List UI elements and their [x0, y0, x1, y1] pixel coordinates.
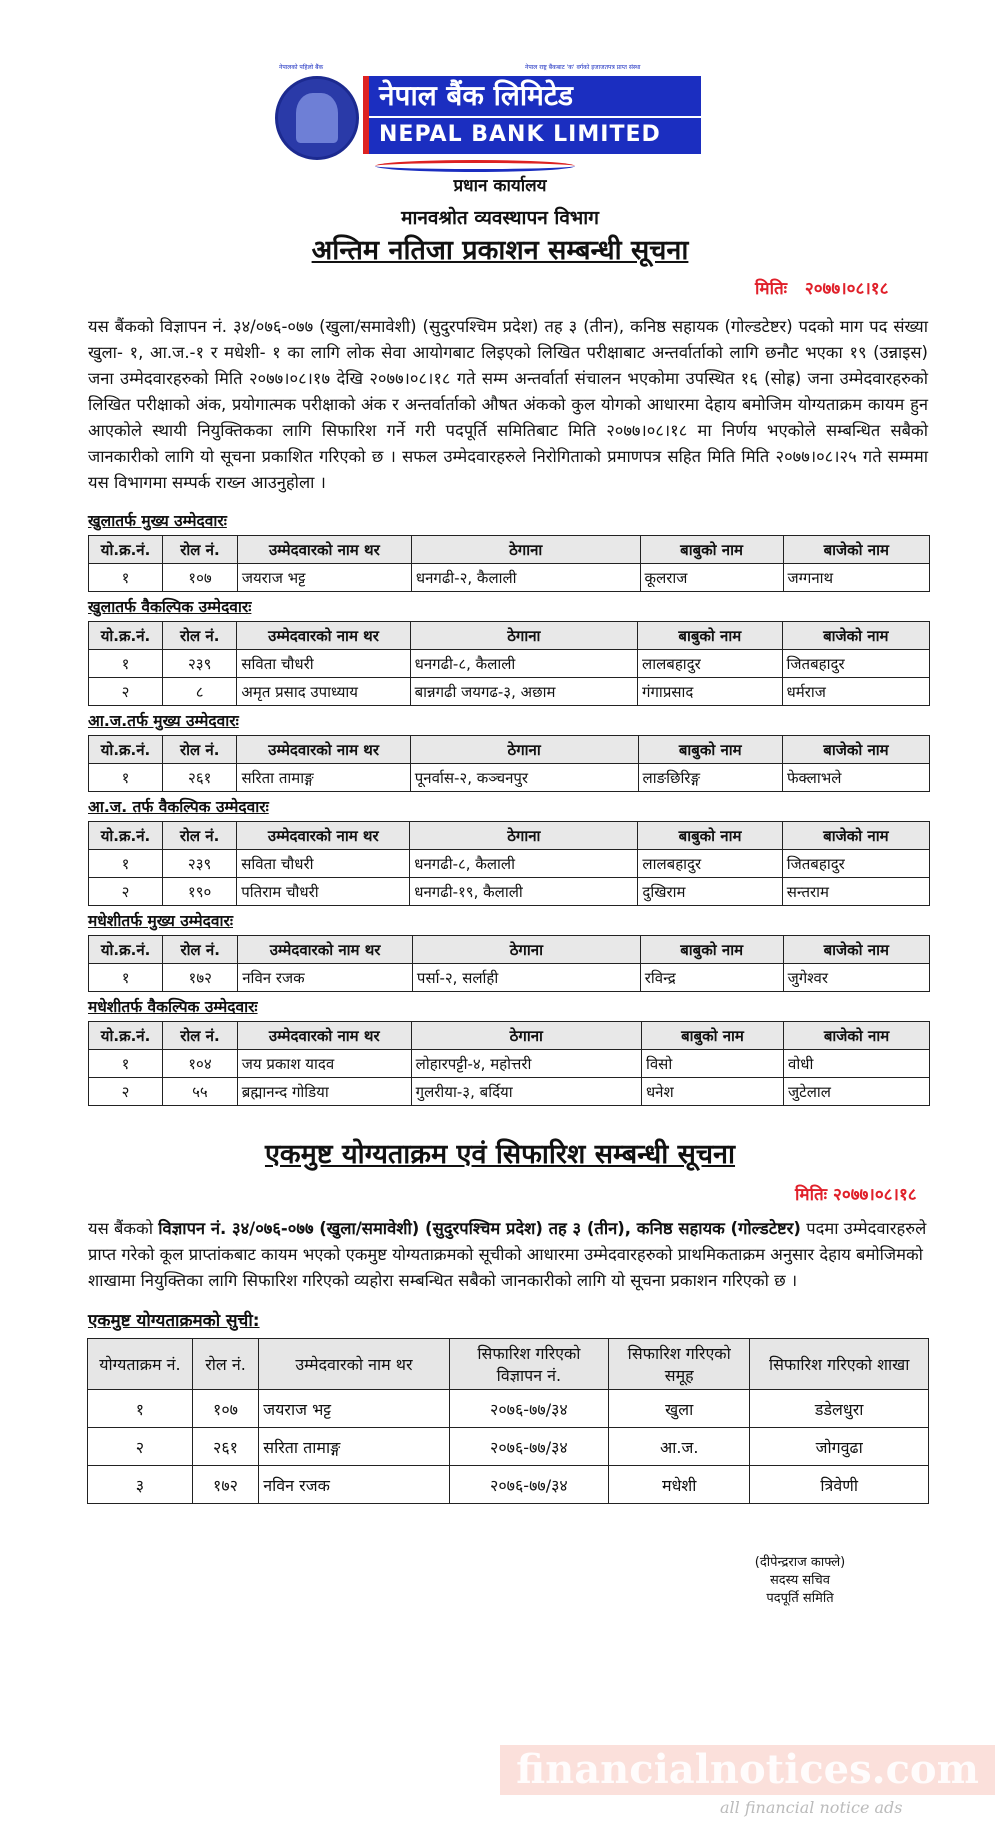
- table-cell: १: [89, 650, 163, 678]
- column-header: उम्मेदवारको नाम थर: [238, 936, 413, 964]
- table-row: [88, 1390, 929, 1428]
- table-cell: १०७: [163, 564, 238, 592]
- column-header: ठेगाना: [411, 536, 640, 564]
- table-cell: १०४: [163, 1050, 238, 1078]
- candidates-table: [88, 821, 930, 906]
- table-cell: जितबहादुर: [782, 650, 929, 678]
- section-heading: मधेशीतर्फ वैकल्पिक उम्मेदवारः: [88, 998, 258, 1016]
- column-header: बाजेको नाम: [782, 736, 929, 764]
- notice-date: मितिः २०७७।०८।१८: [755, 279, 889, 299]
- merit-paragraph: [88, 1216, 928, 1294]
- table-cell: जोगवुढा: [750, 1428, 929, 1466]
- table-header-row: [89, 536, 930, 564]
- table-cell: २०७६-७७/३४: [449, 1466, 608, 1504]
- column-header: बाजेको नाम: [783, 936, 929, 964]
- table-cell: सविता चौधरी: [237, 850, 410, 878]
- table-cell: ब्रह्मानन्द गोडिया: [237, 1078, 411, 1106]
- table-cell: १: [88, 1390, 193, 1428]
- table-cell: जितबहादुर: [782, 850, 929, 878]
- column-header: यो.क्र.नं.: [89, 936, 163, 964]
- column-header: रोल नं.: [163, 536, 238, 564]
- column-header: यो.क्र.नं.: [89, 1022, 163, 1050]
- logo-banner: [363, 76, 701, 154]
- table-cell: सरिता तामाङ्ग: [259, 1428, 449, 1466]
- column-header: बाबुको नाम: [638, 822, 782, 850]
- candidates-table: [88, 735, 930, 792]
- column-header: ठेगाना: [412, 936, 640, 964]
- column-header: रोल नं.: [163, 736, 237, 764]
- column-header: योग्यताक्रम नं.: [88, 1339, 193, 1390]
- section-heading: आ.ज. तर्फ वैकल्पिक उम्मेदवारः: [88, 798, 269, 816]
- table-cell: जयराज भट्ट: [237, 564, 411, 592]
- para-bold: विज्ञापन नं. ३४/०७६-०७७ (खुला/समावेशी) (सुदुरपश्चिम प्रदेश) तह ३ (तीन), कनिष्ठ सहायक (गोल्डटेष्टर): [158, 1219, 801, 1238]
- column-header: यो.क्र.नं.: [89, 536, 163, 564]
- table-row: [89, 564, 930, 592]
- column-header: बाजेको नाम: [784, 1022, 930, 1050]
- table-cell: १: [89, 764, 163, 792]
- table-cell: लालबहादुर: [638, 850, 782, 878]
- candidates-table: [88, 621, 930, 706]
- column-header: सिफारिश गरिएको शाखा: [750, 1339, 929, 1390]
- table-row: [89, 1078, 930, 1106]
- results-sections: [88, 510, 930, 1106]
- table-cell: २३९: [162, 650, 236, 678]
- column-header: बाबुको नाम: [640, 936, 783, 964]
- table-cell: ८: [162, 678, 236, 706]
- table-row: [89, 1050, 930, 1078]
- table-cell: २: [89, 1078, 163, 1106]
- intro-paragraph: यस बैंकको विज्ञापन नं. ३४/०७६-०७७ (खुला/समावेशी) (सुदुरपश्चिम प्रदेश) तह ३ (तीन), कनिष्ठ सहायक (गोल्डटेष्टर) पदको माग पद संख्या खुला- १, आ.ज.-१ र मधेशी- १ का लागि लोक सेवा आयोगबाट लिइएको लिखित परीक्षाबाट अन्तर्वार्ताको लागि छनौट भएका १९ (उन्नाइस) जना उम्मेदवारहरुको मिति २०७७।०८।१७ देखि २०७७।०८।१८ गते सम्म अन्तर्वार्ता संचालन भएकोमा उपस्थित १६ (सोह्र) जना उम्मेदवारहरुको लिखित परीक्षाको अंक, प्रयोगात्मक परीक्षाको अंक र अन्तर्वार्ताको औषत अंकको कुल योगको आधारमा देहाय बमोजिम योग्यताक्रम कायम हुन आएकोले स्थायी नियुक्तिकका लागि सिफारिश गर्ने गरी पदपूर्ति समितिबाट मिति २०७७।०८।१८ मा निर्णय भएकोले सम्बन्धित सबैको जानकारीको लागि यो सूचना प्रकाशित गरिएको छ । सफल उम्मेदवारहरुले निरोगिताको प्रमाणपत्र सहित मिति मिति २०७७।०८।२५ गते सम्ममा यस विभागमा सम्पर्क राख्न आउनुहोला ।: [88, 317, 928, 492]
- table-cell: २: [88, 1428, 193, 1466]
- column-header: उम्मेदवारको नाम थर: [237, 822, 410, 850]
- merit-list-table: [87, 1338, 929, 1504]
- table-row: [89, 850, 930, 878]
- column-header: बाबुको नाम: [638, 622, 782, 650]
- table-cell: धनगढी-८, कैलाली: [410, 850, 638, 878]
- column-header: बाबुको नाम: [640, 536, 783, 564]
- column-header: उम्मेदवारको नाम थर: [259, 1339, 449, 1390]
- table-cell: २०७६-७७/३४: [449, 1390, 608, 1428]
- table-cell: गुलरीया-३, बर्दिया: [411, 1078, 641, 1106]
- table-cell: लाङछिरिङ्ग: [638, 764, 782, 792]
- table-cell: धनेश: [641, 1078, 783, 1106]
- column-header: रोल नं.: [162, 622, 236, 650]
- table-cell: २: [89, 678, 163, 706]
- department-name: मानवश्रोत व्यवस्थापन विभाग: [401, 207, 599, 229]
- column-header: रोल नं.: [163, 1022, 238, 1050]
- table-header-row: [89, 622, 930, 650]
- table-header-row: [89, 822, 930, 850]
- column-header: ठेगाना: [410, 736, 638, 764]
- column-header: बाजेको नाम: [782, 822, 929, 850]
- table-cell: १७२: [192, 1466, 258, 1504]
- column-header: उम्मेदवारको नाम थर: [237, 536, 411, 564]
- notice-body: [0, 172, 1000, 1608]
- table-cell: पर्सा-२, सर्लाही: [412, 964, 640, 992]
- table-cell: धनगढी-२, कैलाली: [411, 564, 640, 592]
- table-cell: १: [89, 1050, 163, 1078]
- table-cell: सविता चौधरी: [237, 650, 410, 678]
- table-row: [89, 650, 930, 678]
- column-header: रोल नं.: [192, 1339, 258, 1390]
- column-header: बाबुको नाम: [641, 1022, 783, 1050]
- logo-text-nepali: नेपाल बैंक लिमिटेड: [379, 79, 573, 112]
- column-header: बाबुको नाम: [638, 736, 782, 764]
- candidates-table: [88, 535, 930, 592]
- column-header: सिफारिश गरिएको समूह: [609, 1339, 750, 1390]
- logo-tagline-left: नेपालको पहिलो बैंक: [279, 64, 324, 71]
- table-header-row: [88, 1339, 929, 1390]
- table-cell: मधेशी: [609, 1466, 750, 1504]
- table-row: [89, 878, 930, 906]
- column-header: रोल नं.: [162, 822, 236, 850]
- table-row: [88, 1428, 929, 1466]
- table-cell: धनगढी-८, कैलाली: [410, 650, 637, 678]
- signatory-name: (दीपेन्द्रराज काफ्ले): [754, 1555, 846, 1570]
- logo-swoosh: [375, 160, 575, 172]
- column-header: बाजेको नाम: [783, 536, 929, 564]
- table-cell: बान्नगढी जयगढ-३, अछाम: [410, 678, 637, 706]
- table-cell: रविन्द्र: [640, 964, 783, 992]
- column-header: सिफारिश गरिएको विज्ञापन नं.: [449, 1339, 608, 1390]
- table-cell: सरिता तामाङ्ग: [237, 764, 410, 792]
- table-cell: पूनर्वास-२, कञ्चनपुर: [410, 764, 638, 792]
- table-cell: गंगाप्रसाद: [638, 678, 782, 706]
- merit-notice-date: मितिः २०७७।०८।१८: [795, 1185, 917, 1205]
- table-cell: २६१: [163, 764, 237, 792]
- table-cell: २: [89, 878, 163, 906]
- column-header: यो.क्र.नं.: [89, 622, 163, 650]
- para-lead: यस बैंकको: [88, 1219, 159, 1238]
- table-cell: १७२: [163, 964, 238, 992]
- table-row: [89, 678, 930, 706]
- column-header: ठेगाना: [411, 1022, 641, 1050]
- para-rest: पदमा उम्मेदवारहरुले प्राप्त गरेको कूल प्राप्तांकबाट कायम भएको एकमुष्ट योग्यताक्रमको सूचीको आधारमा उम्मेदवारहरुको प्राथमिकताक्रम अनुसार देहाय बमोजिमको शाखामा नियुक्तिका लागि सिफारिश गरिएको व्यहोरा सम्बन्धित सबैको जानकारीको लागि यो सूचना प्रकाशन गरिएको छ ।: [88, 1219, 927, 1290]
- column-header: बाजेको नाम: [782, 622, 929, 650]
- table-cell: दुखिराम: [638, 878, 782, 906]
- column-header: ठेगाना: [410, 822, 638, 850]
- table-row: [89, 964, 930, 992]
- watermark: financialnotices.com: [500, 1745, 995, 1795]
- table-cell: फेक्लाभले: [782, 764, 929, 792]
- table-cell: सन्तराम: [782, 878, 929, 906]
- column-header: ठेगाना: [410, 622, 637, 650]
- table-cell: पतिराम चौधरी: [237, 878, 410, 906]
- office-name: प्रधान कार्यालय: [453, 176, 547, 196]
- signatory-role: सदस्य सचिव: [769, 1573, 831, 1588]
- table-cell: १: [89, 964, 163, 992]
- table-cell: डडेलधुरा: [750, 1390, 929, 1428]
- bank-seal-icon: [275, 76, 359, 160]
- table-cell: नविन रजक: [238, 964, 413, 992]
- column-header: यो.क्र.नं.: [89, 736, 163, 764]
- section-heading: खुलातर्फ मुख्य उम्मेदवारः: [88, 512, 227, 530]
- table-row: [88, 1466, 929, 1504]
- table-cell: जग्गनाथ: [783, 564, 929, 592]
- table-cell: जुगेश्वर: [783, 964, 929, 992]
- merit-notice-title: एकमुष्ट योग्यताक्रम एवं सिफारिश सम्बन्धी सूचना: [264, 1139, 736, 1170]
- section-heading: आ.ज.तर्फ मुख्य उम्मेदवारः: [88, 712, 239, 730]
- table-cell: जयराज भट्ट: [259, 1390, 449, 1428]
- table-cell: १९०: [162, 878, 236, 906]
- notice-title: अन्तिम नतिजा प्रकाशन सम्बन्धी सूचना: [311, 235, 689, 266]
- table-cell: नविन रजक: [259, 1466, 449, 1504]
- nepal-bank-logo: [275, 62, 695, 177]
- table-header-row: [89, 736, 930, 764]
- table-cell: १: [89, 564, 163, 592]
- table-cell: वोधी: [784, 1050, 930, 1078]
- signature-block: [690, 1554, 910, 1608]
- signatory-committee: पदपूर्ति समिति: [766, 1591, 834, 1606]
- table-cell: त्रिवेणी: [750, 1466, 929, 1504]
- table-row: [89, 764, 930, 792]
- logo-text-english: NEPAL BANK LIMITED: [369, 116, 701, 152]
- watermark-tagline: all financial notice ads: [720, 1798, 903, 1817]
- table-cell: विसो: [641, 1050, 783, 1078]
- table-cell: लालबहादुर: [638, 650, 782, 678]
- table-cell: १: [89, 850, 163, 878]
- logo-tagline-right: नेपाल राष्ट्र बैंकबाट 'क' वर्गको इजाजतपत्र प्राप्त संस्था: [525, 64, 641, 71]
- table-cell: आ.ज.: [609, 1428, 750, 1466]
- table-cell: जुटेलाल: [784, 1078, 930, 1106]
- table-cell: कूलराज: [640, 564, 783, 592]
- column-header: उम्मेदवारको नाम थर: [237, 1022, 411, 1050]
- table-cell: २०७६-७७/३४: [449, 1428, 608, 1466]
- table-cell: धनगढी-१९, कैलाली: [410, 878, 638, 906]
- table-cell: धर्मराज: [782, 678, 929, 706]
- merit-list-heading: एकमुष्ट योग्यताक्रमको सुची:: [88, 1311, 260, 1331]
- table-cell: खुला: [609, 1390, 750, 1428]
- candidates-table: [88, 935, 930, 992]
- column-header: उम्मेदवारको नाम थर: [237, 622, 410, 650]
- table-cell: १०७: [192, 1390, 258, 1428]
- column-header: उम्मेदवारको नाम थर: [237, 736, 410, 764]
- table-cell: अमृत प्रसाद उपाध्याय: [237, 678, 410, 706]
- candidates-table: [88, 1021, 930, 1106]
- table-cell: जय प्रकाश यादव: [237, 1050, 411, 1078]
- table-cell: लोहारपट्टी-४, महोत्तरी: [411, 1050, 641, 1078]
- column-header: यो.क्र.नं.: [89, 822, 163, 850]
- table-cell: ३: [88, 1466, 193, 1504]
- section-heading: मधेशीतर्फ मुख्य उम्मेदवारः: [88, 912, 233, 930]
- table-header-row: [89, 1022, 930, 1050]
- table-header-row: [89, 936, 930, 964]
- table-cell: ५५: [163, 1078, 238, 1106]
- section-heading: खुलातर्फ वैकल्पिक उम्मेदवारः: [88, 598, 252, 616]
- table-cell: २६१: [192, 1428, 258, 1466]
- table-cell: २३९: [162, 850, 236, 878]
- column-header: रोल नं.: [163, 936, 238, 964]
